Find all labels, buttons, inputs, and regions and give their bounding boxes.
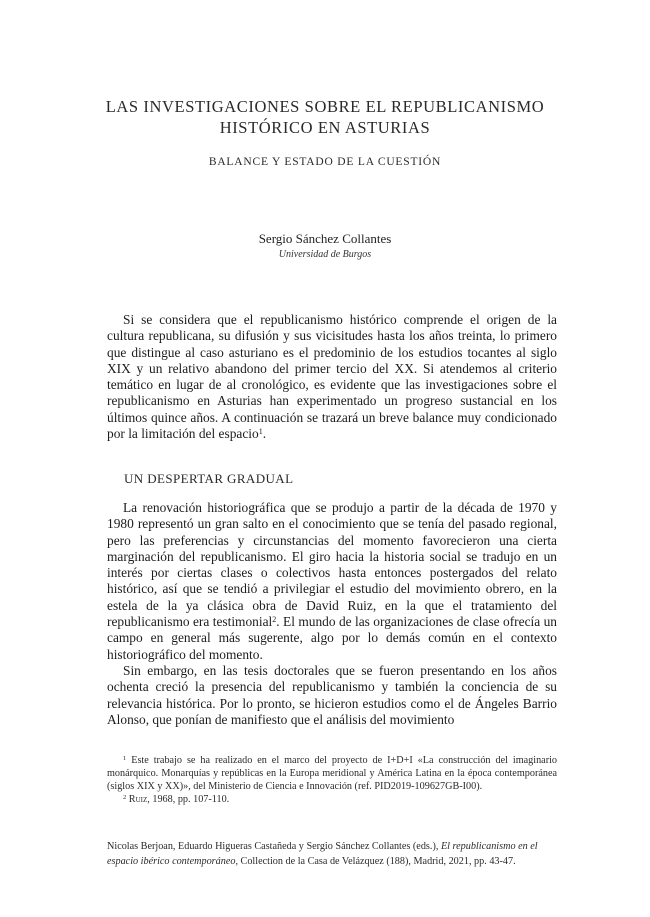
article-title-line-2: HISTÓRICO EN ASTURIAS	[219, 118, 431, 137]
article-title-line-1: LAS INVESTIGACIONES SOBRE EL REPUBLICANISMO	[105, 97, 545, 116]
section-heading: UN DESPERTAR GRADUAL	[124, 471, 294, 486]
article-title	[0, 96, 650, 138]
section-p1-text-b: . El mundo de las organizaciones de clase ofrecía un campo en general más sugerente, algo por lo demás común en el contexto historiográfico del momento.	[107, 614, 557, 662]
citation-publication-info: Collection de la Casa de Velázquez (188), Madrid, 2021, pp. 43-47.	[240, 856, 516, 867]
article-subtitle: BALANCE Y ESTADO DE LA CUESTIÓN	[208, 156, 442, 168]
author-name: Sergio Sánchez Collantes	[258, 231, 392, 246]
section-p1-text-a: La renovación historiográfica que se produjo a partir de la década de 1970 y 1980 representó un gran salto en el conocimiento que se tenía del pasado regional, pero las preferencias y circunstancias del momento favorecieron una cierta marginación del republicanismo. El giro hacia la historia social se tradujo en un interés por ciertas clases o colectivos hasta entonces postergados del relato histórico, así que se tendió a privilegiar el estudio del movimiento obrero, en la estela de la ya clásica obra de David Ruiz, en la que el tratamiento del republicanismo era testimonial	[107, 500, 557, 630]
footnote-2-number: 2	[123, 794, 127, 801]
footnotes	[107, 754, 557, 806]
section-body	[107, 500, 557, 728]
citation-book-title: El republicanismo en el espacio ibérico contemporáneo,	[107, 841, 538, 867]
source-citation	[107, 839, 557, 869]
footnote-1	[107, 754, 557, 793]
footnote-2-author: Ruiz	[128, 794, 148, 805]
intro-text: Si se considera que el republicanismo histórico comprende el origen de la cultura republicana, su difusión y sus vicisitudes hasta los años treinta, lo primero que distingue al caso asturiano es el predominio de los estudios tocantes al siglo XIX y un relativo abandono del primer tercio del XX. Si atendemos al criterio temático en lugar de al cronológico, es evidente que las investigaciones sobre el republicanismo en Asturias han experimentado un progreso sustancial en los últimos quince años. A continuación se trazará un breve balance muy condicionado por la limitación del espacio	[107, 312, 557, 442]
footnote-2-text: , 1968, pp. 107-110.	[147, 794, 230, 805]
footnote-1-text: Este trabajo se ha realizado en el marco del proyecto de I+D+I «La construcción del imaginario monárquico. Monarquías y repúblicas en la Europa meridional y América Latina en la época contemporánea (siglos XIX y XX)», del Ministerio de Ciencia e Innovación (ref. PID2019-109627GB-I00).	[107, 755, 558, 792]
section-paragraph-1	[107, 500, 557, 663]
footnote-ref-2[interactable]: 2	[272, 615, 277, 625]
author-affiliation: Universidad de Burgos	[278, 249, 372, 260]
footnote-2	[107, 793, 557, 806]
footnote-1-number: 1	[123, 755, 127, 762]
footnote-ref-1[interactable]: 1	[258, 427, 263, 437]
section-paragraph-2: Sin embargo, en las tesis doctorales que se fueron presentando en los años ochenta creció la presencia del republicanismo y también la conciencia de su relevancia histórica. Por lo pronto, se hicieron estudios como el de Ángeles Barrio Alonso, que ponían de manifiesto que el análisis del movimiento	[107, 662, 557, 727]
intro-paragraph: Si se considera que el republicanismo histórico comprende el origen de la cultura republicana, su difusión y sus vicisitudes hasta los años treinta, lo primero que distingue al caso asturiano es el predominio de los estudios tocantes al siglo XIX y un relativo abandono del primer tercio del XX. Si atendemos al criterio temático en lugar de al cronológico, es evidente que las investigaciones sobre el republicanismo en Asturias han experimentado un progreso sustancial en los últimos quince años. A continuación se trazará un breve balance muy condicionado por la limitación del espacio$^1$.	[107, 312, 557, 442]
citation-authors: Nicolas Berjoan, Eduardo Higueras Castañeda y Sergio Sánchez Collantes (eds.),	[107, 841, 439, 852]
